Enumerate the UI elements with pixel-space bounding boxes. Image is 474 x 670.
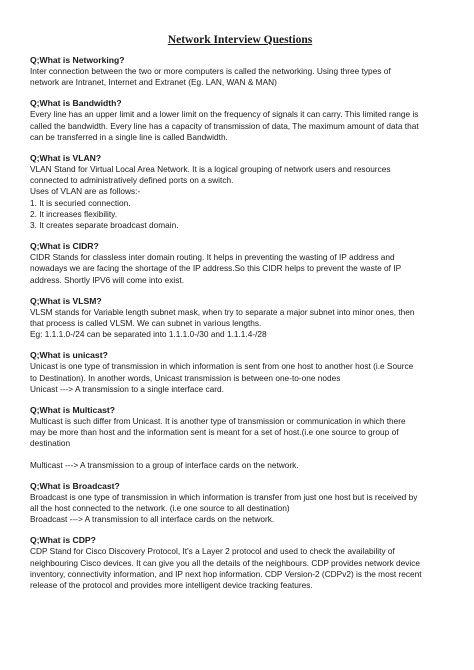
question-heading: Q;What is Networking? bbox=[30, 55, 125, 65]
answer-line: neighbouring Cisco devices. It can give you all the details of the neighbours. CDP provides network device bbox=[30, 557, 421, 568]
answer-line: may be more than host and the information sent is meant for a set of host.(i.e one source to group of bbox=[30, 427, 399, 438]
qa-section bbox=[30, 404, 450, 471]
qa-section bbox=[30, 54, 450, 88]
answer-line: network are Intranet, Internet and Extranet (Eg. LAN, WAN & MAN) bbox=[30, 77, 277, 88]
answer-line: Unicast is one type of transmission in which information is sent from one host to another host (i.e Source bbox=[30, 361, 414, 372]
qa-section bbox=[30, 480, 450, 526]
question-heading: Q;What is Broadcast? bbox=[30, 480, 120, 491]
answer-line: CDP Stand for Cisco Discovery Protocol, It's a Layer 2 protocol and used to check the availability of bbox=[30, 546, 395, 557]
question-heading: Q;What is VLAN? bbox=[30, 153, 102, 164]
answer-line: called the bandwidth. Every line has a capacity of transmission of data, The maximum amount of data that bbox=[30, 120, 419, 131]
answer-line: to Destination). In another words, Unicast transmission is between one-to-one nodes bbox=[30, 372, 341, 383]
question-heading: Q;What is unicast? bbox=[30, 350, 108, 361]
answer-line: nowadays we are facing the shortage of the IP address.So this CIDR helps to prevent the waste of IP bbox=[30, 263, 402, 274]
answer-line: 2. It increases flexibility. bbox=[30, 208, 117, 219]
qa-section bbox=[30, 349, 450, 395]
qa-section bbox=[30, 152, 450, 231]
answer-line: all the host connected to the network. (i.e one source to all destination) bbox=[30, 503, 290, 514]
answer-line: destination bbox=[30, 438, 71, 449]
qa-section bbox=[30, 534, 450, 591]
answer-line: Broadcast is one type of transmission in which information is transfer from just one host but is received by bbox=[30, 491, 418, 502]
answer-line: Broadcast ---> A transmission to all interface cards on the network. bbox=[30, 514, 275, 525]
answer-line: VLSM stands for Variable length subnet mask, when try to separate a major subnet into minor ones, then bbox=[30, 306, 415, 317]
qa-list bbox=[30, 54, 450, 591]
qa-section bbox=[30, 240, 450, 286]
answer-line: CIDR Stands for classless inter domain routing. It helps in preventing the wasting of IP address and bbox=[30, 252, 395, 263]
question-heading: Q;What is Multicast? bbox=[30, 405, 115, 416]
answer-line: Inter connection between the two or more computers is called the networking. Using three types of bbox=[30, 66, 391, 76]
answer-line: Multicast ---> A transmission to a group of interface cards on the network. bbox=[30, 459, 299, 470]
answer-line: 3. It creates separate broadcast domain. bbox=[30, 220, 179, 231]
answer-line: Every line has an upper limit and a lower limit on the frequency of signals it can carry. This limited range is bbox=[30, 109, 419, 120]
paragraph-gap bbox=[30, 450, 450, 460]
answer-line: can be transferred in a single line is called Bandwidth. bbox=[30, 131, 228, 142]
answer-line: Uses of VLAN are as follows:- bbox=[30, 186, 141, 197]
answer-line: release of the protocol and provides more intelligent device tracking features. bbox=[30, 580, 313, 591]
answer-line: 1. It is securied connection. bbox=[30, 197, 131, 208]
question-heading: Q;What is Bandwidth? bbox=[30, 98, 122, 109]
qa-section bbox=[30, 97, 450, 143]
answer-line: address. Shortly IPV6 will come into exist. bbox=[30, 274, 185, 285]
answer-line: connected to administratively defined ports on a switch. bbox=[30, 175, 234, 186]
answer-line: Unicast ---> A transmission to a single interface card. bbox=[30, 383, 224, 394]
question-heading: Q;What is CDP? bbox=[30, 535, 96, 546]
page-title: Network Interview Questions bbox=[167, 34, 313, 46]
qa-section bbox=[30, 295, 450, 341]
answer-line: VLAN Stand for Virtual Local Area Network. It is a logical grouping of network users and resources bbox=[30, 164, 391, 175]
answer-line: Eg: 1.1.1.0-/24 can be separated into 1.1.1.0-/30 and 1.1.1.4-/28 bbox=[30, 329, 267, 340]
answer-line: inventory, connectivity information, and IP next hop information. CDP Version-2 (CDPv2) is the most recent bbox=[30, 568, 422, 579]
question-heading: Q;What is CIDR? bbox=[30, 241, 99, 252]
question-heading: Q;What is VLSM? bbox=[30, 295, 102, 306]
answer-line: that process is called VLSM. We can subnet in various lengths. bbox=[30, 318, 262, 329]
answer-line: Multicast is such differ from Unicast. It is another type of transmission or communication in which there bbox=[30, 416, 406, 427]
